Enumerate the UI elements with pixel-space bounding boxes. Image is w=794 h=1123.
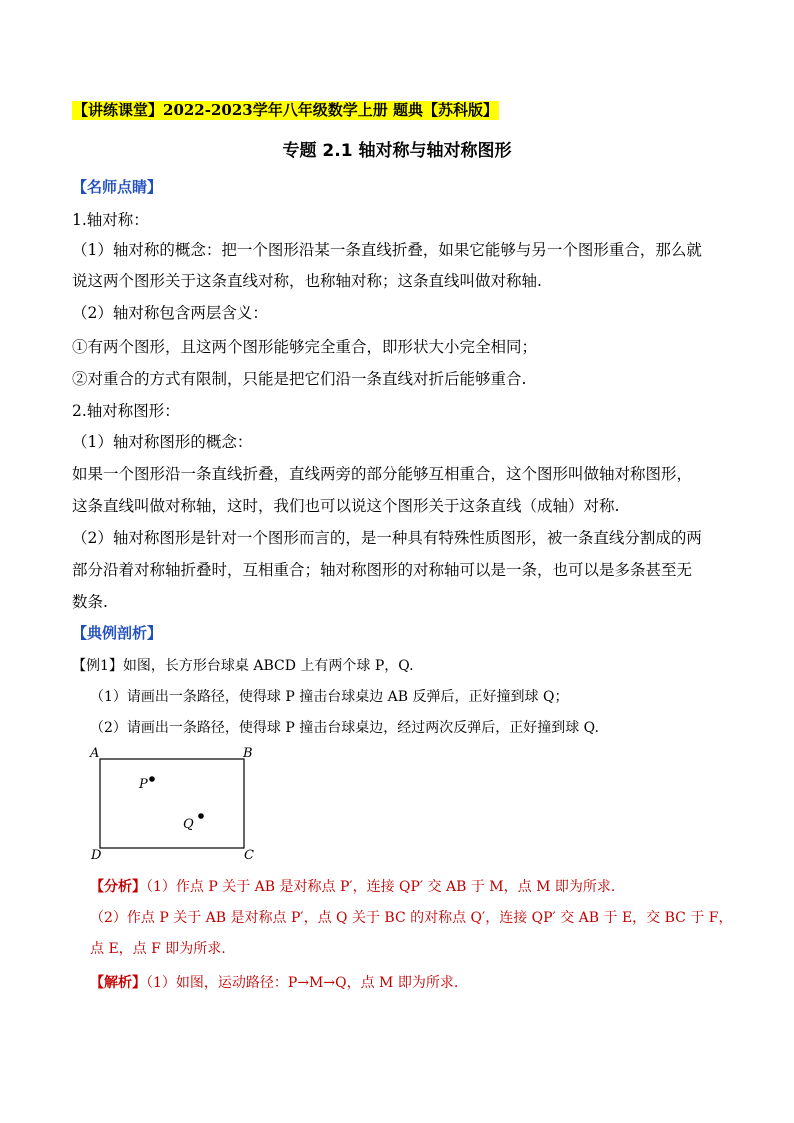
label-a: A: [90, 746, 100, 761]
label-p: P: [139, 777, 148, 792]
para-line: ②对重合的方式有限制，只能是把它们沿一条直线对折后能够重合.: [72, 370, 527, 388]
para-line: 这条直线叫做对称轴，这时，我们也可以说这个图形关于这条直线（成轴）对称.: [72, 497, 620, 515]
header-banner: 【讲练课堂】2022-2023学年八年级数学上册 题典【苏科版】: [73, 101, 498, 119]
ball-p: [149, 776, 155, 782]
analysis-label: 【分析】: [90, 879, 146, 895]
analysis-text-1: （1）作点 P 关于 AB 是对称点 P′，连接 QP′ 交 AB 于 M，点 M 即为所求.: [146, 879, 616, 895]
example1-question-1: （1）请画出一条路径，使得球 P 撞击台球桌边 AB 反弹后，正好撞到球 Q；: [90, 689, 569, 705]
label-b: B: [243, 746, 253, 761]
ball-q: [198, 813, 204, 819]
para-symmetric-figure-heading: 2.轴对称图形：: [72, 402, 180, 420]
example1-intro: 如图，长方形台球桌 ABCD 上有两个球 P，Q.: [122, 658, 414, 674]
analysis-line-3: 点 E，点 F 即为所求.: [90, 941, 226, 957]
para-line: 数条.: [72, 593, 108, 611]
solution-label: 【解析】: [90, 975, 146, 991]
section-teacher-tips: 【名师点睛】: [72, 178, 163, 196]
para-line: （1）轴对称图形的概念：: [72, 433, 253, 451]
para-line: （1）轴对称的概念：把一个图形沿某一条直线折叠，如果它能够与另一个图形重合，那么就: [72, 241, 702, 259]
label-c: C: [244, 848, 254, 863]
analysis-line-1: [90, 876, 615, 896]
example1-intro-line: [72, 655, 414, 675]
para-line: 说这两个图形关于这条直线对称，也称轴对称；这条直线叫做对称轴.: [72, 272, 542, 290]
example1-question-2: （2）请画出一条路径，使得球 P 撞击台球桌边，经过两次反弹后，正好撞到球 Q.: [90, 720, 599, 736]
para-line: 部分沿着对称轴折叠时，互相重合；轴对称图形的对称轴可以是一条，也可以是多条甚至无: [72, 561, 693, 579]
billiard-table-figure: [84, 742, 264, 864]
label-q: Q: [183, 817, 194, 832]
para-line: 如果一个图形沿一条直线折叠，直线两旁的部分能够互相重合，这个图形叫做轴对称图形，: [72, 465, 693, 483]
para-line: ①有两个图形，且这两个图形能够完全重合，即形状大小完全相同；: [72, 338, 538, 356]
solution-line-1: [90, 972, 458, 992]
solution-text-1: （1）如图，运动路径：P→M→Q，点 M 即为所求.: [146, 975, 459, 991]
label-d: D: [91, 848, 102, 863]
para-line: （2）轴对称包含两层含义：: [72, 304, 268, 322]
section-examples: 【典例剖析】: [72, 624, 163, 642]
table-rectangle: [100, 759, 244, 848]
page-title: 专题 2.1 轴对称与轴对称图形: [282, 141, 512, 161]
para-axis-symmetry-heading: 1.轴对称：: [72, 211, 149, 229]
example1-label: 【例1】: [72, 658, 123, 674]
analysis-line-2: （2）作点 P 关于 AB 是对称点 P′，点 Q 关于 BC 的对称点 Q′，连接 QP′ 交 AB 于 E，交 BC 于 F，: [90, 910, 733, 926]
para-line: （2）轴对称图形是针对一个图形而言的，是一种具有特殊性质图形，被一条直线分割成的两: [72, 529, 702, 547]
